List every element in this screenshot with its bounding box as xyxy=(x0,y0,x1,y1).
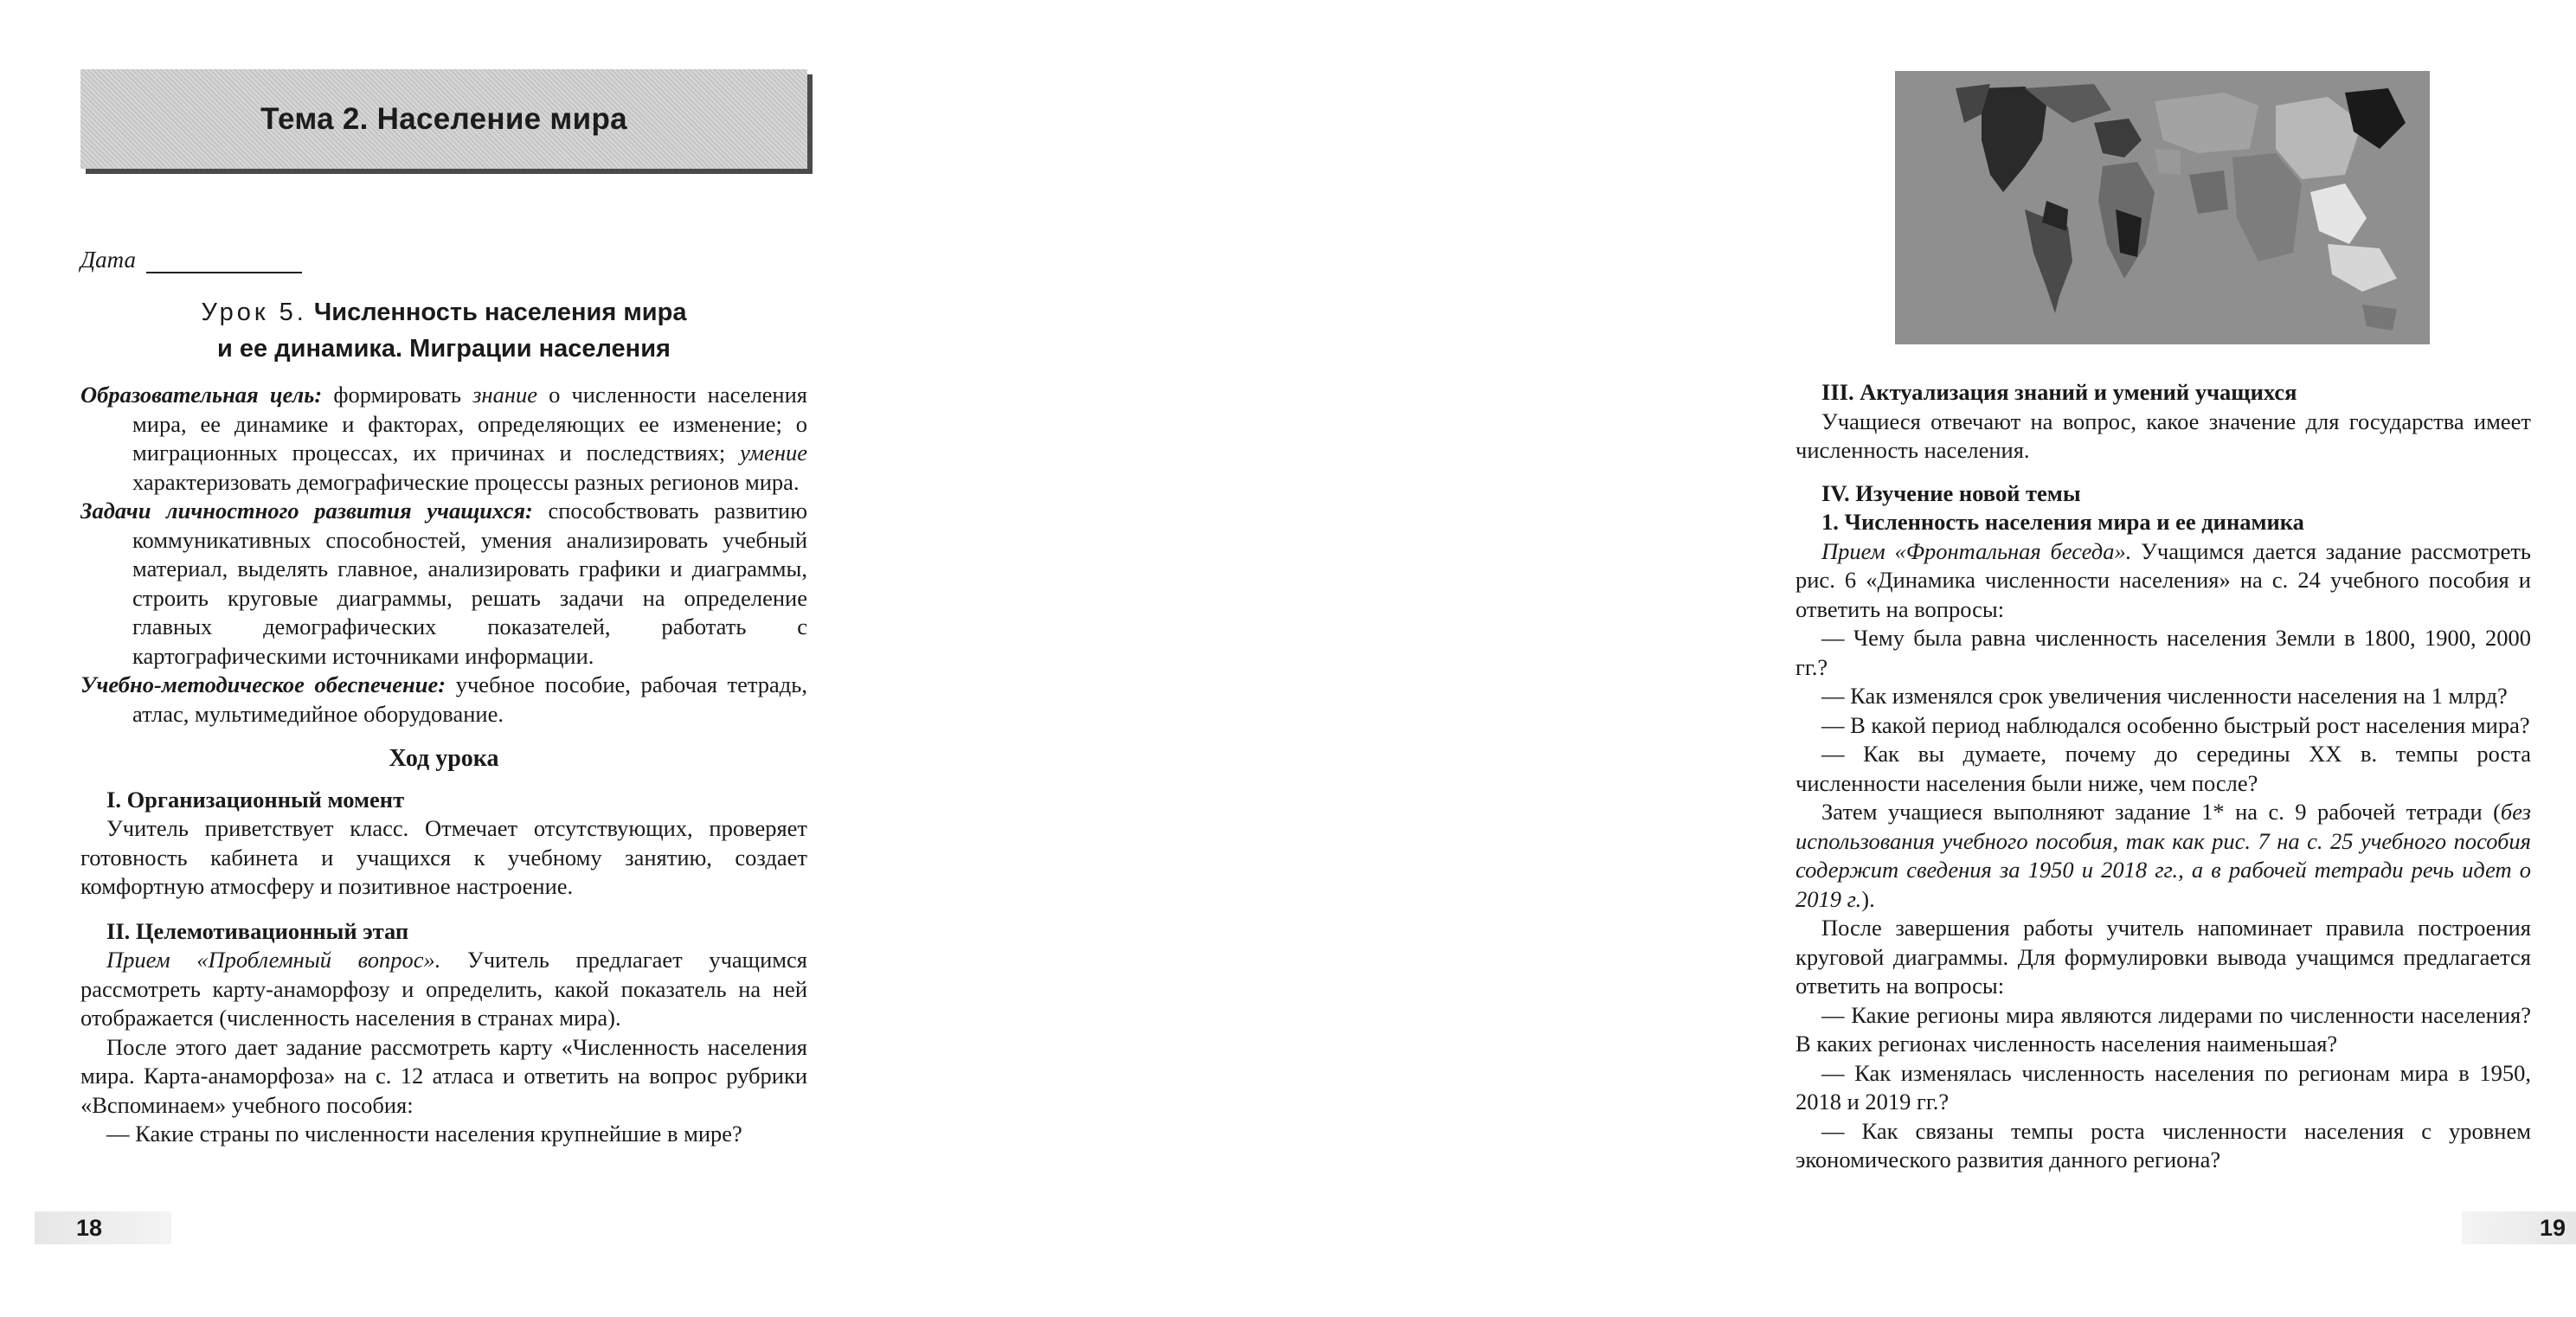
theme-title: Тема 2. Население мира xyxy=(260,101,627,136)
lesson-number: Урок 5. xyxy=(201,299,307,326)
stage2-text: Прием «Проблемный вопрос». Учитель предлагает учащимся рассмотреть карту-анаморфозу и определить, какой показатель на ней отображается (численность населения в странах мира). xyxy=(80,947,807,1031)
lesson-title-line2: и ее динамика. Миграции населения xyxy=(217,335,671,363)
left-body xyxy=(80,381,807,1149)
goal-personal: Задачи личностного развития учащихся: способствовать развитию коммуникативных способностей, умения анализировать учебный материал, выделять главное, анализировать графики и диаграммы, строить круговые диаграммы, решать задачи на определение главных демографических показателей, работать с картографическими источниками информации. xyxy=(80,498,807,669)
question-a4: — Как вы думаете, почему до середины XX в. темпы роста численности населения были ниже, чем после? xyxy=(1795,741,2531,796)
question-b2: — Как изменялась численность населения по регионам мира в 1950, 2018 и 2019 гг.? xyxy=(1795,1059,2531,1115)
date-blank xyxy=(146,251,302,273)
date-line xyxy=(80,247,302,273)
question-a1: — Чему была равна численность населения Земли в 1800, 1900, 2000 гг.? xyxy=(1795,625,2531,680)
anamorphic-world-map xyxy=(1895,71,2430,344)
left-page xyxy=(0,0,865,1317)
sub1-heading: 1. Численность населения мира и ее динамика xyxy=(1821,509,2304,535)
sub1-text: Прием «Фронтальная беседа». Учащимся дается задание рассмотреть рис. 6 «Динамика численности населения» на с. 24 учебного пособия и ответить на вопросы: xyxy=(1795,537,2531,622)
stage2-question: — Какие страны по численности населения крупнейшие в мире? xyxy=(106,1121,742,1147)
question-b3: — Как связаны темпы роста численности населения с уровнем экономического развития данного региона? xyxy=(1795,1117,2531,1172)
right-page xyxy=(865,0,2566,1317)
stage3-text: Учащиеся отвечают на вопрос, какое значение для государства имеет численность населения. xyxy=(1795,408,2531,463)
goal-materials: Учебно-методическое обеспечение: учебное пособие, рабочая тетрадь, атлас, мультимедийное оборудование. xyxy=(80,671,807,727)
task-text: Затем учащиеся выполняют задание 1* на с. 9 рабочей тетради (без использования учебного пособия, так как рис. 7 на с. 25 учебного пособия содержит сведения за 1950 и 2018 гг., а в рабочей тетради речь идет о 2019 г.). xyxy=(1795,799,2531,912)
page-number-right: 19 xyxy=(2462,1211,2576,1244)
page-number-left: 18 xyxy=(35,1211,171,1244)
stage1-heading: I. Организационный момент xyxy=(106,786,405,813)
world-map-image xyxy=(1895,71,2430,344)
goal-educational: Образовательная цель: формировать знание о численности населения мира, ее динамике и факторах, определяющих ее изменение; о миграционных процессах, их причинах и последствиях; умение характеризовать демографические процессы разных регионов мира. xyxy=(80,382,807,495)
course-heading: Ход урока xyxy=(389,745,499,772)
after-text: После завершения работы учитель напоминает правила построения круговой диаграммы. Для формулировки вывода учащимся предлагается ответить на вопросы: xyxy=(1795,915,2531,999)
date-label: Дата xyxy=(80,247,137,273)
question-b1: — Какие регионы мира являются лидерами по численности населения? В каких регионах численность населения наименьшая? xyxy=(1795,1001,2531,1057)
question-a2: — Как изменялся срок увеличения численности населения на 1 млрд? xyxy=(1821,683,2508,709)
stage3-heading: III. Актуализация знаний и умений учащихся xyxy=(1821,379,2297,405)
stage4-heading: IV. Изучение новой темы xyxy=(1821,479,2081,506)
question-a3: — В какой период наблюдался особенно быстрый рост населения мира? xyxy=(1821,711,2530,738)
lesson-title xyxy=(80,294,807,367)
theme-banner xyxy=(80,69,807,169)
stage2-heading: II. Целемотивационный этап xyxy=(106,917,409,944)
right-body xyxy=(1795,378,2531,1175)
stage1-text: Учитель приветствует класс. Отмечает отсутствующих, проверяет готовность кабинета и учащихся к учебному занятию, создает комфортную атмосферу и позитивное настроение. xyxy=(80,815,807,899)
lesson-title-line1: Численность населения мира xyxy=(313,299,687,326)
stage2-text2: После этого дает задание рассмотреть карту «Численность населения мира. Карта-анаморфоза» на с. 12 атласа и ответить на вопрос рубрики «Вспоминаем» учебного пособия: xyxy=(80,1033,807,1118)
